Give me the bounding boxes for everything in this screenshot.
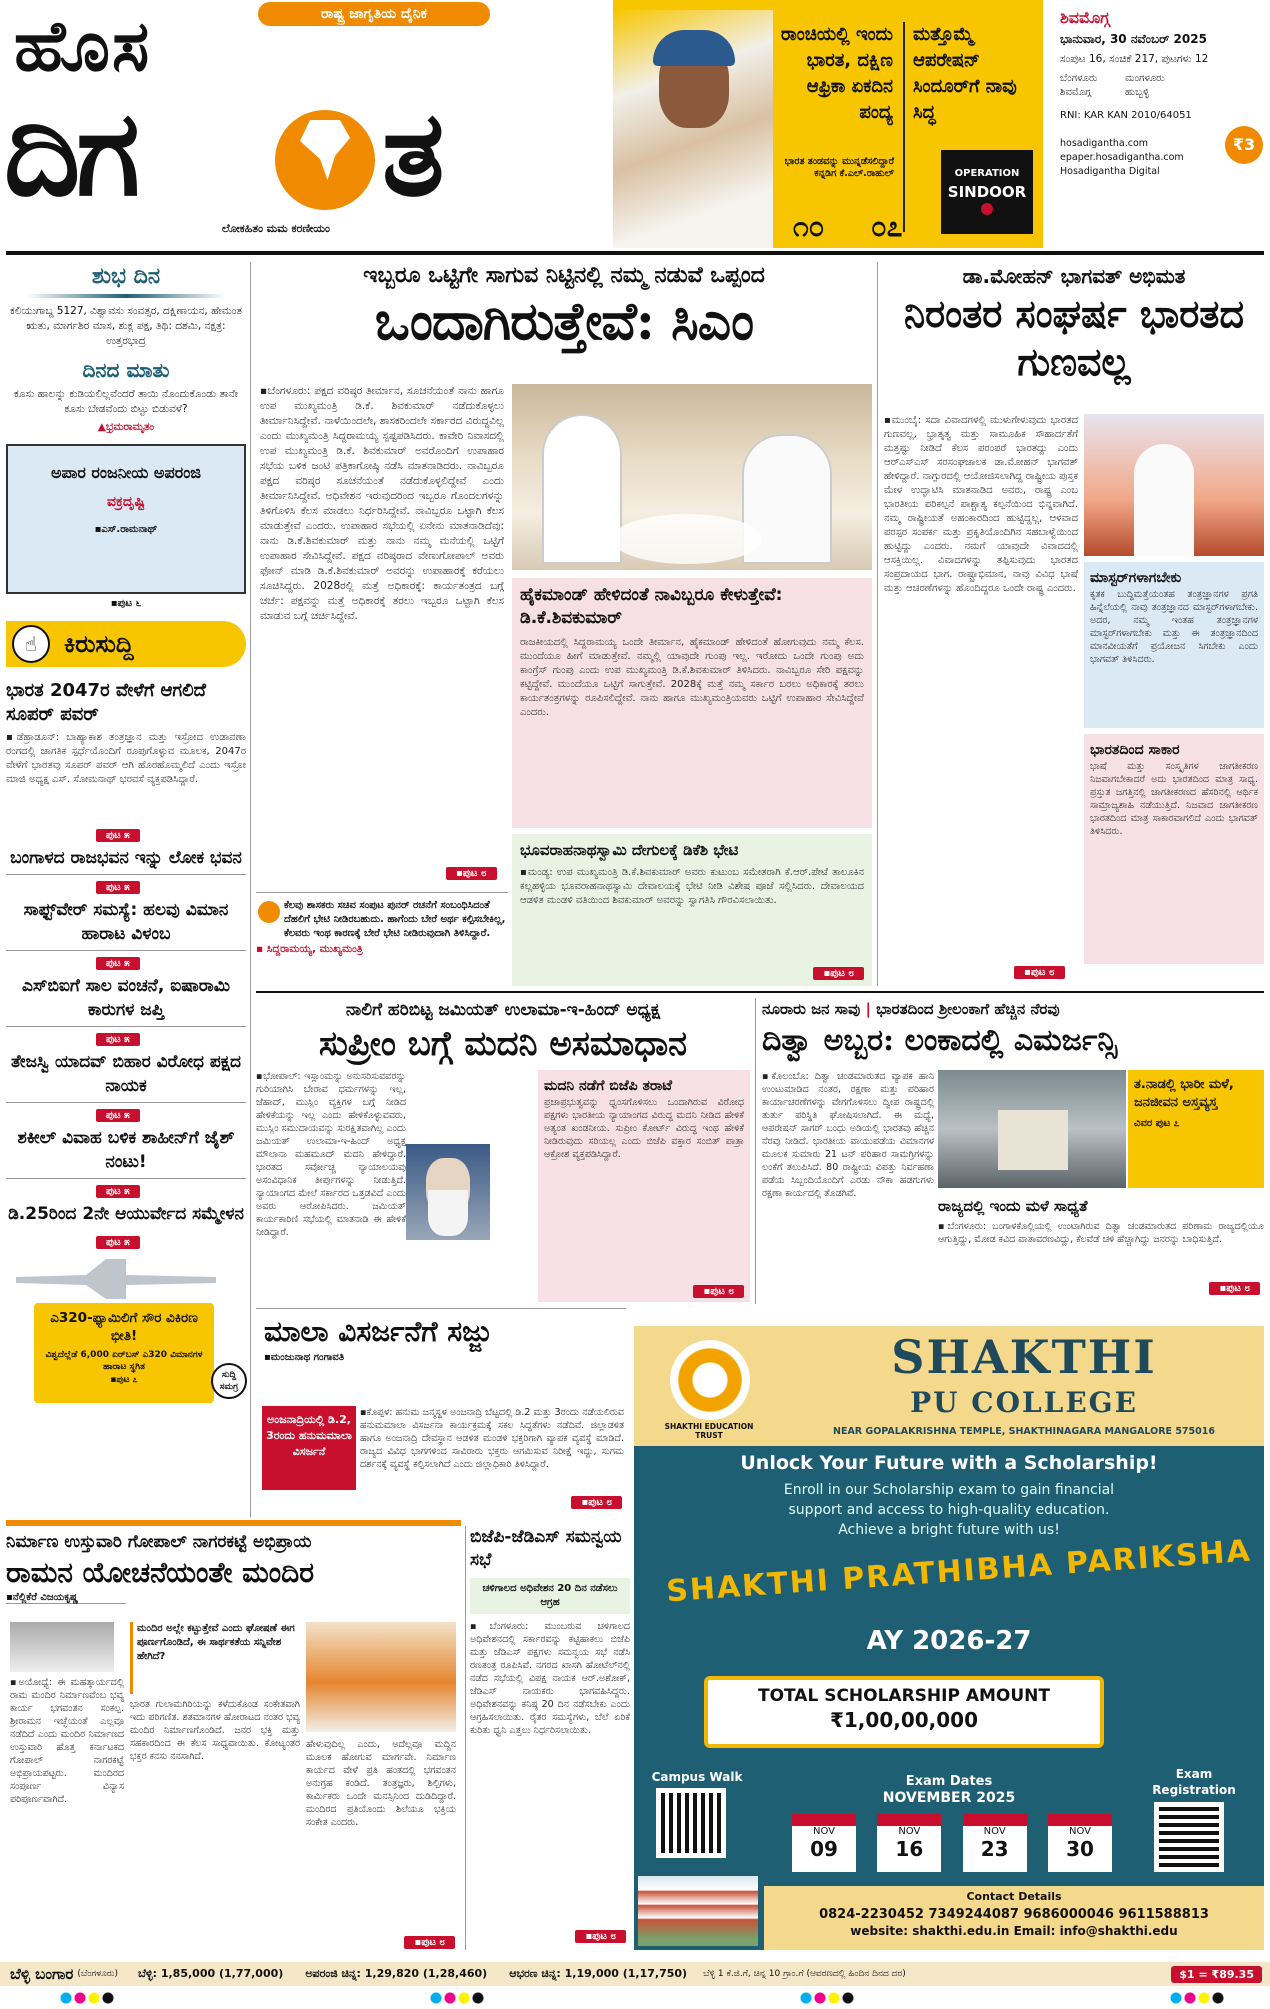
page-tag: ಪುಟ ೫ xyxy=(96,1236,140,1249)
mala-text: ▪ಕೊಪ್ಪಳ: ಹನುಮ ಜನ್ಮಸ್ಥಳ ಅಂಜನಾದ್ರಿ ಬೆಟ್ಟದಲ್ಲಿ ಡಿ.2 ಮತ್ತು 3ರಂದು ನಡೆಯಲಿರುವ ಹನುಮಮಾಲಾ ವಿಸರ್ಜನಾ ಕಾರ್ಯಕ್ರಮಕ್ಕೆ ಸಕಲ ಸಿದ್ಧತೆಗಳು ನಡೆದಿವೆ. ಜಿಲ್ಲಾಡಳಿತ ಹಾಗೂ ಅಂಜನಾದ್ರಿ ದೇವಸ್ಥಾನ ಆಡಳಿತ ಮಂಡಳಿ ಭಕ್ತರಿಗಾಗಿ ವ್ಯಾಪಕ ವ್ಯವಸ್ಥೆ ಮಾಡಿದೆ. ರಾಜ್ಯದ ವಿವಿಧ ಭಾಗಗಳಿಂದ ಸಾವಿರಾರು ಭಕ್ತರು ಆಗಮಿಸುವ ನಿರೀಕ್ಷೆ ಇದ್ದು, ಸುಗಮ ದರ್ಶನಕ್ಕೆ ವ್ಯವಸ್ಥೆ ಕಲ್ಪಿಸಲಾಗಿದೆ ಎಂದು ಜಿಲ್ಲಾಧಿಕಾರಿ ತಿಳಿಸಿದ್ದಾರೆ. xyxy=(360,1407,624,1470)
brief-1-title: ಭಾರತ 2047ರ ವೇಳೆಗೆ ಆಗಲಿದೆ ಸೂಪರ್ ಪವರ್ xyxy=(6,680,206,725)
masthead-tagline: ರಾಷ್ಟ್ರ ಜಾಗೃತಿಯ ದೈನಿಕ xyxy=(258,2,490,26)
ram-kicker: ನಿರ್ಮಾಣ ಉಸ್ತುವಾರಿ ಗೋಪಾಲ್ ನಾಗರಕಟ್ಟೆ ಅಭಿಪ್ರಾಯ xyxy=(6,1532,312,1552)
subha-dina-title: ಶುಭ ದಿನ xyxy=(91,264,161,289)
kiru-suddi-header xyxy=(6,621,246,667)
mid-rule xyxy=(256,991,1264,993)
tn-rain-title: ತ.ನಾಡಲ್ಲಿ ಭಾರೀ ಮಳೆ, ಜನಜೀವನ ಅಸ್ತವ್ಯಸ್ತ xyxy=(1134,1077,1234,1110)
brief-item: ಶಕೀಲ್ ವಿವಾಹ ಬಳಿಕ ಶಾಹೀನ್‌ಗೆ ಜೈಶ್ ನಂಟು! xyxy=(6,1126,246,1179)
footer-rates xyxy=(0,1962,1270,1986)
page-tag: ಪುಟ ೫ xyxy=(96,957,140,970)
madani-box xyxy=(538,1070,750,1302)
rates-label: ಬೆಳ್ಳಿ ಬಂಗಾರ xyxy=(10,1965,74,1983)
ad-trust: SHAKTHI EDUCATION TRUST xyxy=(664,1422,754,1440)
rss-box-1-title: ಮಾಸ್ಟರ್‌ಗಳಾಗಬೇಕು xyxy=(1090,570,1182,586)
date-month: NOV xyxy=(812,1826,836,1837)
bjp-badge: ಚಳಿಗಾಲದ ಅಧಿವೇಶನ 20 ದಿನ ನಡೆಸಲು ಆಗ್ರಹ xyxy=(470,1578,630,1614)
srilanka-kicker xyxy=(762,998,1264,1020)
col-rule-3 xyxy=(755,998,756,1304)
lead-page-tag: ▪ಪುಟ ೮ xyxy=(446,867,497,880)
plane-title: ಎ320-ಫ್ಯಾಮಿಲಿಗೆ ಸೌರ ವಿಕಿರಣ ಭೀತಿ! xyxy=(50,1310,198,1344)
madani-page-tag: ▪ಪುಟ ೮ xyxy=(693,1285,744,1298)
temple-box xyxy=(512,834,872,986)
srilanka-headline: ದಿತ್ವಾ ಅಬ್ಬರ: ಲಂಕಾದಲ್ಲಿ ಎಮರ್ಜನ್ಸಿ xyxy=(762,1023,1117,1058)
rss-photo xyxy=(1084,414,1264,556)
ad-exam-name: SHAKTHI PRATHIBHA PARIKSHA xyxy=(665,1533,1253,1610)
lead-photo xyxy=(512,384,872,570)
subha-dina-text: ಕಲಿಯುಗಾಬ್ದ 5127, ವಿಶ್ವಾವಸು ಸಂವತ್ಸರ, ದಕ್ಷಿಣಾಯನ, ಹೇಮಂತ ಋತು, ಮಾರ್ಗಶಿರ ಮಾಸ, ಶುಕ್ಲ ಪಕ್ಷ, ತಿಥಿ: ದಶಮಿ, ನಕ್ಷತ್ರ: ಉತ್ತರಭಾದ್ರ xyxy=(10,305,242,347)
operation-sindoor-badge xyxy=(941,150,1033,234)
edition-issue: ಸಂಪುಟ 16, ಸಂಚಿಕೆ 217, ಪುಟಗಳು 12 xyxy=(1060,53,1209,65)
ad-address: NEAR GOPALAKRISHNA TEMPLE, SHAKTHINAGARA MANGALORE 575016 xyxy=(833,1426,1215,1437)
plane-icon xyxy=(16,1259,216,1299)
quote-icon xyxy=(258,901,280,923)
srilanka-story xyxy=(762,998,1264,1304)
side-title: ಹೈಕಮಾಂಡ್ ಹೇಳಿದಂತೆ ನಾವಿಬ್ಬರೂ ಕೇಳುತ್ತೇವೆ: ಡಿ.ಕೆ.ಶಿವಕುಮಾರ್ xyxy=(520,585,783,628)
date-day: 09 xyxy=(810,1837,838,1861)
ad-tagline: Unlock Your Future with a Scholarship! xyxy=(740,1452,1158,1474)
madani-photo xyxy=(406,1144,490,1240)
masthead-motto: ಲೋಕಹಿತಂ ಮಮ ಕರಣೀಯಂ xyxy=(222,222,330,235)
left-col-rule xyxy=(250,262,251,1517)
contact-phones[interactable]: 0824-2230452 7349244087 9686000046 9611588813 xyxy=(819,1907,1209,1922)
madani-story xyxy=(256,998,750,1304)
sun-logo xyxy=(670,1340,750,1420)
gold22-rate: ಆಭರಣ ಚಿನ್ನ: 1,19,000 (1,17,750) xyxy=(509,1967,688,1980)
edition-item[interactable]: ಶಿವಮೊಗ್ಗ xyxy=(1060,87,1092,98)
sindoor-dot-icon xyxy=(981,203,993,215)
quote-by: ▪ ಸಿದ್ದರಾಮಯ್ಯ, ಮುಖ್ಯಮಂತ್ರಿ xyxy=(256,943,363,955)
contact-box xyxy=(764,1886,1264,1950)
rss-story xyxy=(884,262,1264,986)
silver-rate: ಬೆಳ್ಳಿ: 1,85,000 (1,77,000) xyxy=(137,1967,284,1980)
ram-story xyxy=(6,1520,461,1950)
reg-qr-icon[interactable] xyxy=(1154,1802,1224,1872)
date-month: NOV xyxy=(983,1826,1006,1837)
table xyxy=(612,514,762,564)
edition-date: ಭಾನುವಾರ, 30 ನವೆಂಬರ್ 2025 xyxy=(1060,32,1207,46)
ad-desc-3: Achieve a bright future with us! xyxy=(838,1522,1060,1538)
rss-kicker: ಡಾ.ಮೋಹನ್ ಭಾಗವತ್ ಅಭಿಮತ xyxy=(962,264,1186,288)
promo-page-1: ೧೦ xyxy=(793,210,825,243)
cartoon-text: ಅಪಾರ ರಂಜನೀಯ ಅಪರಂಜಿ xyxy=(50,463,202,482)
lead-side-box xyxy=(512,578,872,828)
col-rule-2 xyxy=(877,262,878,986)
promo-headline-2: ಮತ್ತೊಮ್ಮೆ ಆಪರೇಷನ್ ಸಿಂದೂರ್‌ಗೆ ನಾವು ಸಿದ್ಧ xyxy=(913,24,1017,123)
usd-rate: $1 = ₹89.35 xyxy=(1171,1966,1262,1983)
date-card xyxy=(877,1814,941,1872)
mala-byline: ▪ಮಂಜುನಾಥ ಗಂಗಾವತಿ xyxy=(264,1352,345,1363)
quote-text: ಕೆಲವು ಶಾಸಕರು ಸಚಿವ ಸಂಪುಟ ಪುನರ್ ರಚನೆಗೆ ಸಂಬಂಧಿಸಿದಂತೆ ದೆಹಲಿಗೆ ಭೇಟಿ ನೀಡಿರಬಹುದು. ಹಾಗೆಂದು ಬೇರೆ ಅರ್ಥ ಕಲ್ಪಿಸಬೇಕಿಲ್ಲ, ಕೆಲವರು ಇಂಥ ಕಾರಣಕ್ಕೆ ಬೇರೆ ಭೇಟಿ ನೀಡಿರುವುದಾಗಿ ತಿಳಿಸಿದ್ದಾರೆ. xyxy=(284,900,506,939)
brief-item: ತೇಜಸ್ವಿ ಯಾದವ್ ಬಿಹಾರ ವಿರೋಧ ಪಕ್ಷದ ನಾಯಕ xyxy=(6,1050,246,1103)
kiru-suddi-title: ಕಿರುಸುದ್ದಿ xyxy=(64,630,134,658)
rss-box-2 xyxy=(1084,734,1264,964)
madani-kicker: ನಾಲಿಗೆ ಹರಿಬಿಟ್ಟ ಜಮಿಯತ್ ಉಲಾಮಾ-ಇ-ಹಿಂದ್ ಅಧ್ಯಕ್ಷ xyxy=(345,1000,661,1020)
page-tag: ಪುಟ ೫ xyxy=(96,881,140,894)
college-building xyxy=(638,1876,758,1946)
mala-story xyxy=(256,1312,626,1518)
campus-qr-icon[interactable] xyxy=(656,1788,726,1858)
brief-item: ಡಿ.25ರಿಂದ 2ನೇ ಆಯುರ್ವೇದ ಸಮ್ಮೇಳನ xyxy=(8,1204,244,1224)
bjp-text: ▪ಬೆಂಗಳೂರು: ಮುಂಬರುವ ಚಳಿಗಾಲದ ಅಧಿವೇಶನದಲ್ಲಿ ಸರ್ಕಾರವನ್ನು ಕಟ್ಟಿಹಾಕಲು ಬಿಜೆಪಿ ಮತ್ತು ಜೆಡಿಎಸ್ ಪಕ್ಷಗಳು ಸಮನ್ವಯ ಸಭೆ ನಡೆಸಿ ರಣತಂತ್ರ ರೂಪಿಸಿವೆ. ನಗರದ ಖಾಸಗಿ ಹೋಟೆಲ್‌ನಲ್ಲಿ ನಡೆದ ಸಭೆಯಲ್ಲಿ ವಿಪಕ್ಷ ನಾಯಕ ಆರ್.ಅಶೋಕ್, ಜೆಡಿಎಸ್ ನಾಯಕರು ಭಾಗವಹಿಸಿದ್ದರು. ಅಧಿವೇಶನವನ್ನು ಕನಿಷ್ಠ 20 ದಿನ ನಡೆಸಬೇಕು ಎಂದು ಆಗ್ರಹಿಸಲಾಯಿತು. ರೈತರ ಸಮಸ್ಯೆಗಳು, ಬೆಲೆ ಏರಿಕೆ ಕುರಿತು ಧ್ವನಿ ಎತ್ತಲು ನಿರ್ಧರಿಸಲಾಯಿತು. xyxy=(470,1621,630,1736)
cartoon-author: ▪ಎಸ್.ರಾಮನಾಥ್ xyxy=(94,524,158,535)
dinada-matu-title: ದಿನದ ಮಾತು xyxy=(82,358,170,382)
ram-qbox: ಮಂದಿರ ಅಲ್ಲೇ ಕಟ್ಟುತ್ತೇವೆ ಎಂದು ಘೋಷಣೆ ಈಗ ಪೂರ್ಣಗೊಂಡಿದೆ, ಈ ಸಾರ್ಥಕತೆಯ ಸನ್ನಿವೇಶ ಹೇಗಿದೆ? xyxy=(130,1622,300,1694)
promo-headline-1: ರಾಂಚಿಯಲ್ಲಿ ಇಂದು ಭಾರತ, ದಕ್ಷಿಣ ಆಫ್ರಿಕಾ ಏಕದಿನ ಪಂದ್ಯ xyxy=(780,24,893,123)
price-badge: ₹3 xyxy=(1225,126,1263,164)
srilanka-kicker-2: ಭಾರತದಿಂದ ಶ್ರೀಲಂಕಾಗೆ ಹೆಚ್ಚಿನ ನೆರವು xyxy=(876,1000,1060,1018)
brief-1-text: ▪ಡೆಹ್ರಾಡೂನ್: ಬಾಹ್ಯಾಕಾಶ ತಂತ್ರಜ್ಞಾನ ಮತ್ತು ಇಸ್ರೋದ ಉಡಾವಣಾ ರಂಗದಲ್ಲಿ ಜಾಗತಿಕ ಸ್ಪರ್ಧೆಯೊಂದಿಗೆ ರೂಪುಗೊಳ್ಳುವ ಮೂಲಕ, 2047ರ ವೇಳೆಗೆ ಭಾರತವು ಸೂಪರ್ ಪವರ್ ಆಗಿ ಹೊರಹೊಮ್ಮಲಿದೆ ಎಂದು ಇಸ್ರೋ ಮಾಜಿ ಅಧ್ಯಕ್ಷ ಎಸ್. ಸೋಮನಾಥ್ ಭರವಸೆ ವ್ಯಕ್ತಪಡಿಸಿದ್ದಾರೆ. xyxy=(6,732,246,785)
brief-list xyxy=(6,823,246,1249)
ram-text-1: ▪ಅಯೋಧ್ಯೆ: ಈ ಮಹತ್ಕಾರ್ಯದಲ್ಲಿ ರಾಮ ಮಂದಿರ ನಿರ್ಮಾಣವೆಂಬ ಭವ್ಯ ಕಾರ್ಯ ಭಗವಂತನ ಸಂಕಲ್ಪ. ಶ್ರೀರಾಮನ ಇಚ್ಛೆಯಂತೆ ಎಲ್ಲವೂ ನಡೆದಿದೆ ಎಂದು ಮಂದಿರ ನಿರ್ಮಾಣದ ಉಸ್ತುವಾರಿ ಹೊತ್ತ ಕರ್ನಾಟಕದ ಗೋಪಾಲ್ ನಾಗರಕಟ್ಟೆ ಅಭಿಪ್ರಾಯಪಟ್ಟರು. ಮಂದಿರದ ಸಂಪೂರ್ಣ ವಿನ್ಯಾಸ ಪರಿಪೂರ್ಣವಾಗಿದೆ. xyxy=(10,1677,124,1805)
srilanka-page-tag: ▪ಪುಟ ೮ xyxy=(1209,1282,1260,1295)
top-promo xyxy=(613,0,1043,248)
edition-item[interactable]: ಹುಬ್ಬಳ್ಳಿ xyxy=(1125,87,1150,98)
rates-note: ಬೆಳ್ಳಿ 1 ಕೆ.ಜಿ.ಗೆ, ಚಿನ್ನ 10 ಗ್ರಾಂ.ಗೆ (ಆವರಣದಲ್ಲಿ ಹಿಂದಿನ ದಿನದ ದರ) xyxy=(703,1969,906,1979)
tn-rain-box xyxy=(1128,1070,1264,1188)
mala-page-tag: ▪ಪುಟ ೮ xyxy=(571,1496,622,1509)
mala-badge: ಅಂಜನಾದ್ರಿಯಲ್ಲಿ ಡಿ.2, 3ರಂದು ಹನುಮಮಾಲಾ ವಿಸರ್ಜನೆ xyxy=(262,1406,356,1490)
hand-icon: ☝ xyxy=(12,625,50,663)
temple-title: ಭೂವರಾಹನಾಥಸ್ವಾಮಿ ದೇಗುಲಕ್ಕೆ ಡಿಕೆಶಿ ಭೇಟಿ xyxy=(520,841,739,859)
edition-info xyxy=(1060,8,1265,179)
lead-story xyxy=(256,262,872,986)
promo-page-2: ೦೭ xyxy=(871,210,903,243)
rss-page-tag: ▪ಪುಟ ೮ xyxy=(1014,966,1065,979)
srilanka-kicker-1: ನೂರಾರು ಜನ ಸಾವು xyxy=(762,1000,861,1018)
date-card xyxy=(1048,1814,1112,1872)
page-tag: ಪುಟ ೫ xyxy=(96,1185,140,1198)
temple-page-tag: ▪ಪುಟ ೮ xyxy=(813,967,864,980)
madani-beard xyxy=(428,1190,468,1236)
madani-headline: ಸುಪ್ರೀಂ ಬಗ್ಗೆ ಮದನಿ ಅಸಮಾಧಾನ xyxy=(318,1024,688,1064)
srilanka-photo xyxy=(938,1070,1126,1188)
cartoon-box xyxy=(6,444,246,594)
rss-box-1 xyxy=(1084,562,1264,728)
masthead-name-top: ಹೊಸ xyxy=(14,4,152,87)
madani-box-text: ಪ್ರಜಾಪ್ರಭುತ್ವವನ್ನು ಧ್ವಂಸಗೊಳಿಸಲು ಒಂದಾಗಿರುವ ವಿರೋಧ ಪಕ್ಷಗಳು ಭಾರತೀಯ ನ್ಯಾಯಾಂಗದ ವಿರುದ್ಧ ಮದನಿ ನೀಡಿದ ಹೇಳಿಕೆ ಅತ್ಯಂತ ಖಂಡನೀಯ. ಸುಪ್ರೀಂ ಕೋರ್ಟ್ ವಿರುದ್ಧ ಇಂಥ ಹೇಳಿಕೆ ನೀಡಿರುವುದು ಸರಿಯಲ್ಲ ಎಂದು ಬಿಜೆಪಿ ವಕ್ತಾರ ಸಂಬಿತ್ ಪಾತ್ರಾ ಆಕ್ರೋಶ ವ್ಯಕ್ತಪಡಿಸಿದ್ದಾರೆ. xyxy=(544,1097,744,1160)
edition-item[interactable]: ಮಂಗಳೂರು xyxy=(1125,73,1165,84)
date-card xyxy=(963,1814,1027,1872)
badge-line-2: SINDOOR xyxy=(947,183,1027,201)
page-tag: ಪುಟ ೫ xyxy=(96,829,140,842)
shakthi-ad xyxy=(634,1326,1264,1950)
rain-title: ರಾಜ್ಯದಲ್ಲಿ ಇಂದು ಮಳೆ ಸಾಧ್ಯತೆ xyxy=(938,1197,1088,1215)
brief-item: ಎಸ್‌ಬಿಐಗೆ ಸಾಲ ವಂಚನೆ, ಐಷಾರಾಮಿ ಕಾರುಗಳ ಜಪ್ತಿ xyxy=(6,974,246,1027)
edition-list xyxy=(1060,72,1190,100)
web-link[interactable]: hosadigantha.com xyxy=(1060,138,1149,149)
contact-web[interactable]: website: shakthi.edu.in Email: info@shakthi.edu xyxy=(850,1924,1178,1938)
date-card xyxy=(792,1814,856,1872)
cmyk-dots xyxy=(60,1992,120,2004)
edition-item[interactable]: ಬೆಂಗಳೂರು xyxy=(1060,73,1098,84)
ram-byline: ▪ನೆಲ್ಲಿಕೆರೆ ವಿಜಯಕೃಷ್ಣ xyxy=(6,1592,126,1604)
dinada-matu-text: ಕೂಸು ಹಾಲನ್ನು ಕುಡಿಯಲಿಲ್ಲವೆಂದರೆ ತಾಯಿ ನೊಂದುಕೊಂಡು ತಾನೇ ಕೂಸು ಬೇಡವೆಂದು ಬಿಟ್ಟು ಬಿಡುವಳೆ? xyxy=(14,388,238,415)
speaker xyxy=(1134,444,1194,556)
person-1 xyxy=(542,414,622,564)
web-link[interactable]: Hosadigantha Digital xyxy=(1060,166,1160,177)
temple-text: ▪ಮಂಡ್ಯ: ಉಪ ಮುಖ್ಯಮಂತ್ರಿ ಡಿ.ಕೆ.ಶಿವಕುಮಾರ್ ಅವರು ಕುಟುಂಬ ಸಮೇತರಾಗಿ ಕೆ.ಆರ್.ಪೇಟೆ ತಾಲೂಕಿನ ಕಲ್ಲಹಳ್ಳಿಯ ಭೂವರಾಹನಾಥಸ್ವಾಮಿ ದೇವಾಲಯಕ್ಕೆ ಭೇಟಿ ನೀಡಿ ವಿಶೇಷ ಪೂಜೆ ಸಲ್ಲಿಸಿದರು. ದೇವಾಲಯದ ಆಡಳಿತ ಮಂಡಳಿ ವತಿಯಿಂದ ಶಿವಕುಮಾರ್ ಅವರನ್ನು ಸ್ವಾಗತಿಸಿ ಗೌರವಿಸಲಾಯಿತು. xyxy=(520,867,864,906)
rss-box-2-title: ಭಾರತದಿಂದ ಸಾಕಾರ xyxy=(1090,742,1180,758)
madani-text: ▪ಭೋಪಾಲ್: ಇಸ್ಲಾಂಮನ್ನು ಅನುಸರಿಸುವವರನ್ನು ಗುರಿಯಾಗಿಸಿ ಬೇರಾವ ಧರ್ಮಗಳನ್ನು ಇಲ್ಲ, ಜೆಹಾದ್, ಮುಸ್ಲಿಂ ವ್ಯಕ್ತಿಗಳ ಬಗ್ಗೆ ನೀಡಿದ ಹೇಳಿಕೆಯನ್ನು ಇಲ್ಲ ಎಂದು ಹೇಳಿಕೊಳ್ಳುವವರು, ಮುಸ್ಲಿಂ ಸಮುದಾಯವನ್ನು ಸುರಕ್ಷಿತವಾಗಿಲ್ಲ ಎಂದು ಜಮಿಯತ್ ಉಲಾಮಾ-ಇ-ಹಿಂದ್ ಅಧ್ಯಕ್ಷ ಮೌಲಾನಾ ಮಹಮೂದ್ ಮದನಿ ಹೇಳಿದ್ದಾರೆ. ಭಾರತದ ಸರ್ವೋಚ್ಚ ನ್ಯಾಯಾಲಯವು ಅಸಂವಿಧಾನಿಕ ತೀರ್ಪುಗಳನ್ನು ನೀಡುತ್ತಿದೆ. ನ್ಯಾಯಾಂಗದ ಮೇಲೆ ಸರ್ಕಾರದ ಒತ್ತಡವಿದೆ ಎಂದು ಅವರು ಆರೋಪಿಸಿದರು. ಜಮಿಯತ್ ಕಾರ್ಯಕಾರಿಣಿ ಸಭೆಯಲ್ಲಿ ಮಾತನಾಡಿ ಈ ಹೇಳಿಕೆ ನೀಡಿದ್ದಾರೆ. xyxy=(256,1071,406,1238)
cmyk-dots xyxy=(800,1992,860,2004)
exam-dates xyxy=(792,1814,1112,1872)
lead-kicker: ಇಬ್ಬರೂ ಒಟ್ಟಿಗೇ ಸಾಗುವ ನಿಟ್ಟಿನಲ್ಲಿ ನಮ್ಮ ನಡುವೆ ಒಪ್ಪಂದ xyxy=(363,263,765,288)
brief-item: ಸಾಫ್ಟ್‌ವೇರ್ ಸಮಸ್ಯೆ: ಹಲವು ವಿಮಾನ ಹಾರಾಟ ವಿಳಂಬ xyxy=(6,898,246,951)
cmyk-dots xyxy=(430,1992,490,2004)
lead-quote xyxy=(256,892,508,986)
ad-header xyxy=(634,1326,1264,1446)
brief-item: ಬಂಗಾಳದ ರಾಜಭವನ ಇನ್ನು ಲೋಕ ಭವನ xyxy=(6,846,246,875)
bjp-story xyxy=(470,1526,630,1950)
quote-source: ▲ಭ್ರಮರಾಮೃತಂ xyxy=(97,421,155,433)
col-rule-4 xyxy=(465,1526,466,1950)
date-month: NOV xyxy=(898,1826,921,1837)
cmyk-dots xyxy=(1170,1992,1230,2004)
ad-desc-2: support and access to high-quality education. xyxy=(788,1502,1110,1518)
promo-caption-1: ಭಾರತ ತಂಡವನ್ನು ಮುನ್ನಡೆಸಲಿದ್ದಾರೆ ಕನ್ನಡಿಗ ಕೆ.ಎಲ್.ರಾಹುಲ್ xyxy=(784,156,894,179)
bjp-headline: ಬಿಜೆಪಿ-ಜೆಡಿಎಸ್ ಸಮನ್ವಯ ಸಭೆ xyxy=(470,1527,622,1570)
badge-line-1: OPERATION xyxy=(954,168,1020,179)
amount-box xyxy=(704,1676,1104,1748)
dates-title: Exam Dates xyxy=(905,1774,993,1789)
ram-photo-2 xyxy=(306,1622,456,1732)
mala-headline: ಮಾಲಾ ವಿಸರ್ಜನೆಗೆ ಸಜ್ಜು xyxy=(264,1315,492,1348)
madani-box-title: ಮದನಿ ನಡೆಗೆ ಬಿಜೆಪಿ ತರಾಟೆ xyxy=(544,1078,673,1094)
date-month: NOV xyxy=(1068,1826,1091,1837)
campus-label: Campus Walk xyxy=(651,1770,743,1784)
ad-sub: PU COLLEGE xyxy=(910,1386,1138,1419)
masthead-name-bottom: ದಿಗ xyxy=(4,83,137,222)
rss-box-1-text: ಕೃತಕ ಬುದ್ಧಿಮತ್ತೆಯಂತಹ ತಂತ್ರಜ್ಞಾನಗಳ ಪ್ರಗತಿ ಹಿನ್ನೆಲೆಯಲ್ಲಿ ನಾವು ತಂತ್ರಜ್ಞಾನದ ಮಾಸ್ಟರ್‌ಗಳಾಗಬೇಕು. ಅದರ, ನಮ್ಮ ಇಂತಹ ತಂತ್ರಜ್ಞಾನಗಳ ಮಾಸ್ಟರ್‌ಗಳಾಗಬೇಕು ಮತ್ತು ಈ ತಂತ್ರಜ್ಞಾನದಿಂದ ಮಾನವೀಯತೆಗೆ ಪ್ರಯೋಜನ ಸಿಗಬೇಕು ಎಂದು ಭಾಗವತ್ ತಿಳಿಸಿದರು. xyxy=(1090,589,1258,665)
rss-headline: ನಿರಂತರ ಸಂಘರ್ಷ ಭಾರತದ ಗುಣವಲ್ಲ xyxy=(904,291,1244,384)
date-day: 23 xyxy=(980,1837,1009,1861)
amount-value: ₹1,00,00,000 xyxy=(829,1708,979,1732)
lead-text: ▪ಬೆಂಗಳೂರು: ಪಕ್ಷದ ವರಿಷ್ಠರ ತೀರ್ಮಾನ, ಸೂಚನೆಯಂತೆ ನಾನು ಹಾಗೂ ಉಪ ಮುಖ್ಯಮಂತ್ರಿ ಡಿ.ಕೆ. ಶಿವಕುಮಾರ್ ನಡೆದುಕೊಳ್ಳಲು ತೀರ್ಮಾನಿಸಿದ್ದೇವೆ. ನಾಳೆಯಿಂದಲೇ, ಶಾಸಕರಿಂದಲೇ ಸರ್ಕಾರದ ವಿರುದ್ಧವಿಲ್ಲ ಎಂದು ಮುಖ್ಯಮಂತ್ರಿ ಸಿದ್ದರಾಮಯ್ಯ ಸ್ಪಷ್ಟಪಡಿಸಿದರು. ಕಾವೇರಿ ನಿವಾಸದಲ್ಲಿ ಉಪ ಮುಖ್ಯಮಂತ್ರಿ ಡಿ.ಕೆ. ಶಿವಕುಮಾರ್ ಅವರೊಂದಿಗೆ ಉಪಾಹಾರ ಸಭೆಯ ಬಳಿಕ ಜಂಟಿ ಪತ್ರಿಕಾಗೋಷ್ಠಿ ನಡೆಸಿ ಮಾತನಾಡಿದರು. ನಾವಿಬ್ಬರೂ ಪಕ್ಷದ ವರಿಷ್ಠರ ಸೂಚನೆಯಂತೆ ನಡೆದುಕೊಳ್ಳಲಿದ್ದೇವೆ ಎಂದು ತೀರ್ಮಾನಿಸಿದ್ದೇವೆ. ಅಧಿವೇಶನ ಇರುವುದರಿಂದ ಇಬ್ಬರೂ ಗೊಂದಲಗಳನ್ನು ತಿಳಿಗೊಳಿಸಿ ಕೆಲಸ ಮಾಡಲು ನಿರ್ಧರಿಸಿದ್ದೇವೆ. ನಾವಿಬ್ಬರೂ ಒಟ್ಟಾಗಿ ಕೆಲಸ ಮಾಡುತ್ತೇವೆ ಎಂದರು. ಉಪಾಹಾರ ಸಭೆಯಲ್ಲಿ ಏನೇನು ಮಾತನಾಡಿದೆವು: ನಾನು ಡಿ.ಕೆ.ಶಿವಕುಮಾರ್ ಮತ್ತು ನಾನು ನಮ್ಮ ಮನೆಯಲ್ಲಿ ಒಟ್ಟಿಗೆ ಉಪಾಹಾರ ಸೇವಿಸಿದ್ದೇವೆ. ಪಕ್ಷದ ವರಿಷ್ಠರಾದ ವೇಣುಗೋಪಾಲ್ ಅವರು ಫೋನ್ ಮಾಡಿ ಡಿ.ಕೆ.ಶಿವಕುಮಾರ್ ಅವರನ್ನು ಉಪಾಹಾರಕ್ಕೆ ಕರೆಯಲು ಸೂಚಿಸಿದ್ದರು. 2028ರಲ್ಲಿ ಮತ್ತೆ ಅಧಿಕಾರಕ್ಕೆ: ಕಾರ್ಯತಂತ್ರದ ಬಗ್ಗೆ ಚರ್ಚೆ: ಪಕ್ಷವನ್ನು ಮತ್ತೆ ಅಧಿಕಾರಕ್ಕೆ ತರಲು ಇಬ್ಬರೂ ಒಟ್ಟಾಗಿ ಕೆಲಸ ಮಾಡುವ ಬಗ್ಗೆ ಚರ್ಚಿಸಿದ್ದೇವೆ. xyxy=(260,385,504,622)
rates-label-sub: (ಬೆಂಗಳೂರು) xyxy=(77,1969,118,1979)
dates-month: NOVEMBER 2025 xyxy=(882,1790,1016,1806)
masthead-rule xyxy=(6,251,1264,255)
ram-text-2: ಭಾರತ ಗುಲಾಮಗಿರಿಯನ್ನು ಕಳೆದುಕೊಂಡ ಸಂಕೇತವಾಗಿ ಇದು ಪರಿಗಣಿತ. ಶತಮಾನಗಳ ಹೋರಾಟದ ನಂತರ ಭವ್ಯ ಮಂದಿರ ನಿರ್ಮಾಣಗೊಂಡಿದೆ. ಜನರ ಭಕ್ತಿ ಮತ್ತು ಸಹಕಾರದಿಂದ ಈ ಕೆಲಸ ಸಾಧ್ಯವಾಯಿತು. ಕೋಟ್ಯಂತರ ಭಕ್ತರ ಕನಸು ನನಸಾಗಿದೆ. xyxy=(130,1699,300,1762)
contact-title: Contact Details xyxy=(966,1890,1062,1903)
masthead-name-end: ತ xyxy=(382,83,445,222)
tn-rain-page: ವಿವರ ಪುಟ ೭ xyxy=(1134,1118,1180,1129)
ram-headline: ರಾಮನ ಯೋಚನೆಯಂತೇ ಮಂದಿರ xyxy=(6,1556,315,1589)
ad-year: AY 2026-27 xyxy=(866,1626,1032,1656)
date-day: 30 xyxy=(1066,1837,1094,1861)
kicker-separator: | xyxy=(865,1000,877,1018)
bjp-page-tag: ▪ಪುಟ ೮ xyxy=(575,1930,626,1943)
side-text: ರಾಜಕೀಯದಲ್ಲಿ ಸಿದ್ದರಾಮಯ್ಯ ಒಂದೇ ತೀರ್ಮಾನ, ಹೈಕಮಾಂಡ್ ಹೇಳಿದಂತೆ ಹೋಗುವುದು ನಮ್ಮ ಕೆಲಸ. ಮುಂದೆಯೂ ಹೀಗೆ ಮಾಡುತ್ತೇವೆ. ನಮ್ಮಲ್ಲಿ ಯಾವುದೇ ಗುಂಪು ಇಲ್ಲ. ಇರೋದು ಒಂದೇ ಗುಂಪು ಅದು ಕಾಂಗ್ರೆಸ್ ಗುಂಪು ಎಂದು ಉಪ ಮುಖ್ಯಮಂತ್ರಿ ಡಿ.ಕೆ.ಶಿವಕುಮಾರ್ ತಿಳಿಸಿದರು. ನಾವಿಬ್ಬರೂ ಸೇರಿ ಪಕ್ಷವನ್ನು ಕಟ್ಟಿದ್ದೇವೆ. ಮುಂದೆಯೂ ಒಟ್ಟಿಗೆ ಸಾಗುತ್ತೇವೆ. 2028ಕ್ಕೆ ಮತ್ತೆ ನಮ್ಮ ಸರ್ಕಾರ ಬರಲು ಅಧಿಕಾರಕ್ಕೆ ತರಲು ಕಾರ್ಯತಂತ್ರಗಳನ್ನು ರೂಪಿಸಲಿದ್ದೇವೆ. ನಾನು ಹಾಗೂ ಮುಖ್ಯಮಂತ್ರಿಯವರು ಒಟ್ಟಿಗೆ ಉಪಾಹಾರ ಸೇವಿಸಿದ್ದೇವೆ ಎಂದರು. xyxy=(520,637,864,718)
lead-headline: ಒಂದಾಗಿರುತ್ತೇವೆ: ಸಿಎಂ xyxy=(374,291,754,352)
page-tag: ಪುಟ ೫ xyxy=(96,1033,140,1046)
plane-card xyxy=(34,1303,214,1403)
amount-label: TOTAL SCHOLARSHIP AMOUNT xyxy=(757,1686,1051,1706)
print-registration-marks xyxy=(0,1990,1270,2006)
srilanka-text: ▪ಕೊಲಂಬೊ: ದಿತ್ವಾ ಚಂಡಮಾರುತದ ವ್ಯಾಪಕ ಹಾನಿ ಉಂಟುಮಾಡಿದ ನಂತರ, ರಕ್ಷಣಾ ಮತ್ತು ಪರಿಹಾರ ಕಾರ್ಯಾಚರಣೆಗಳನ್ನು ವೇಗಗೊಳಿಸಲು ದ್ವೀಪ ರಾಷ್ಟ್ರದಲ್ಲಿ ತುರ್ತು ಪರಿಸ್ಥಿತಿ ಘೋಷಿಸಲಾಗಿದೆ. ಈ ಮಧ್ಯೆ, ಆಪರೇಷನ್ ಸಾಗರ್ ಬಂಧು ಅಡಿಯಲ್ಲಿ ಭಾರತವು ಹೆಚ್ಚಿನ ನೆರವು ನೀಡಿದೆ. ಭಾರತೀಯ ವಾಯುಪಡೆಯ ವಿಮಾನಗಳ ಮೂಲಕ ಸುಮಾರು 21 ಟನ್ ಪರಿಹಾರ ಸಾಮಗ್ರಿಗಳನ್ನು ಲಂಕೆಗೆ ತಲುಪಿಸಿದೆ. 80 ರಾಷ್ಟ್ರೀಯ ವಿಪತ್ತು ನಿರ್ವಹಣಾ ಪಡೆಯ ಸಿಬ್ಬಂದಿಯೊಂದಿಗೆ ಎರಡು ನೌಕಾ ಹಡಗುಗಳು ರಕ್ಷಣಾ ಕಾರ್ಯದಲ್ಲಿ ತೊಡಗಿವೆ. xyxy=(762,1071,934,1199)
ad-desc-1: Enroll in our Scholarship exam to gain financial xyxy=(783,1482,1115,1498)
mid-rule-2 xyxy=(256,1308,626,1309)
plane-page: ▪ಪುಟ ೭ xyxy=(110,1375,138,1385)
masthead xyxy=(0,0,1270,250)
gold24-rate: ಅಪರಂಜಿ ಚಿನ್ನ: 1,29,820 (1,28,460) xyxy=(305,1967,488,1980)
ad-desc xyxy=(634,1480,1264,1540)
ram-page-tag: ▪ಪುಟ ೮ xyxy=(404,1936,455,1949)
cartoon-page: ▪ಪುಟ ೬ xyxy=(110,598,142,609)
cartoon-label: ವಕ್ರದೃಷ್ಟಿ xyxy=(107,494,145,510)
ad-name: SHAKTHI xyxy=(891,1330,1157,1384)
reg-label: Exam Registration xyxy=(1152,1767,1236,1797)
ram-text-3: ಹೇಳುವುದಿಲ್ಲ ಎಂದು, ಅದೆಲ್ಲವೂ ಮದ್ದಿನ ಮೂಲಕ ಹೋಗುವ ಮಾರ್ಗವೇ. ನಿರ್ಮಾಣ ಕಾರ್ಯದ ವೇಳೆ ಪ್ರತಿ ಹಂತದಲ್ಲಿ ಭಗವಂತನ ಅನುಗ್ರಹ ಕಂಡಿದೆ. ತಂತ್ರಜ್ಞರು, ಶಿಲ್ಪಿಗಳು, ಕಾರ್ಮಿಕರು ಒಂದೇ ಮನಸ್ಸಿನಿಂದ ದುಡಿದಿದ್ದಾರೆ. ಮಂದಿರದ ಪ್ರತಿಯೊಂದು ಶಿಲೆಯೂ ಭಕ್ತಿಯ ಸಂಕೇತ ಎಂದರು. xyxy=(306,1739,456,1828)
date-day: 16 xyxy=(895,1837,924,1861)
page-tag: ಪುಟ ೫ xyxy=(96,1109,140,1122)
web-link[interactable]: epaper.hosadigantha.com xyxy=(1060,152,1184,163)
rss-box-2-text: ಭಾಷೆ ಮತ್ತು ಸಂಸ್ಕೃತಿಗಳ ಜಾಗತೀಕರಣ ನಿಜವಾಗಬೇಕಾದರೆ ಅದು ಭಾರತದಿಂದ ಮಾತ್ರ ಸಾಧ್ಯ. ಪ್ರಸ್ತುತ ಜಗತ್ತಿನಲ್ಲಿ ಜಾಗತೀಕರಣದ ಹೆಸರಿನಲ್ಲಿ ಆರ್ಥಿಕ ಸಾಮ್ರಾಜ್ಯಶಾಹಿ ನಡೆಯುತ್ತಿದೆ. ನಿಜವಾದ ಜಾಗತೀಕರಣ ಭಾರತದಿಂದ ಮಾತ್ರ ಸಾಕಾರವಾಗಲಿದೆ ಎಂದು ಭಾಗವತ್ ತಿಳಿಸಿದರು. xyxy=(1090,761,1258,837)
plane-box xyxy=(6,1255,246,1405)
suddi-samagra-badge: ಸುದ್ದಿ ಸಮಗ್ರ xyxy=(211,1363,247,1399)
rni-number: RNI: KAR KAN 2010/64051 xyxy=(1060,110,1192,121)
ornament-divider xyxy=(26,294,226,298)
ram-photo-1 xyxy=(10,1622,114,1672)
plane-text: ವಿಶ್ವದೆಲ್ಲೆಡೆ 6,000 ಏರ್‌ಬಸ್ ಎ320 ವಿಮಾನಗಳ ಹಾರಾಟ ಸ್ಥಗಿತ xyxy=(45,1350,203,1372)
rain-text: ▪ಬೆಂಗಳೂರು: ಬಂಗಾಳಕೊಲ್ಲಿಯಲ್ಲಿ ಉಂಟಾಗಿರುವ ದಿತ್ವಾ ಚಂಡಮಾರುತದ ಪರಿಣಾಮ ರಾಜ್ಯದಲ್ಲಿಯೂ ಆಗುತ್ತಿದ್ದು, ಮೋಡ ಕವಿದ ವಾತಾವರಣವಿದ್ದು, ಕೆಲವೆಡೆ ಚಳಿ ಹೆಚ್ಚಾಗಿದ್ದು ಜನರನ್ನು ಬಾಧಿಸುತ್ತಿದೆ. xyxy=(938,1221,1264,1245)
edition-city: ಶಿವಮೊಗ್ಗ xyxy=(1060,8,1110,27)
cargo-pallet xyxy=(998,1110,1068,1170)
rss-text: ▪ಮುಂಬೈ: ಸದಾ ವಿವಾದಗಳಲ್ಲಿ ಮುಳುಗೇಳುವುದು ಭಾರತದ ಗುಣವಲ್ಲ, ಭ್ರಾತೃತ್ವ ಮತ್ತು ಸಾಮೂಹಿಕ ಸೌಹಾರ್ದತೆಗೆ ಮತ್ತಷ್ಟು ನೀಡಿದೆ ಕೆಲಸ ಪರಂಪರೆ ಭಾರತದ್ದು ಎಂದು ಆರ್‌ಎಸ್‌ಎಸ್ ಸರಸಂಘಚಾಲಕ ಡಾ.ಮೋಹನ್ ಭಾಗವತ್ ಹೇಳಿದ್ದಾರೆ. ನಾಗ್ಪುರದಲ್ಲಿ ಆಯೋಜಿಸಲಾಗಿದ್ದ ರಾಷ್ಟ್ರೀಯ ಪುಸ್ತಕ ಮೇಳ ಉದ್ಘಾಟಿಸಿ ಮಾತನಾಡಿದ ಅವರು, ರಾಷ್ಟ್ರ ಎಂಬ ಭಾರತೀಯ ಪರಿಕಲ್ಪನೆ ಪಾಶ್ಚಾತ್ಯ ಕಲ್ಪನೆಯಿಂದ ಭಿನ್ನವಾಗಿದೆ. ನಮ್ಮ ರಾಷ್ಟ್ರೀಯತೆ ಅಹಂಕಾರದಿಂದ ಹುಟ್ಟಿದ್ದಲ್ಲ, ಆಳವಾದ ಪರಸ್ಪರ ಸಂಪರ್ಕ ಮತ್ತು ಪ್ರಕೃತಿಯೊಂದಿಗಿನ ಸಹಬಾಳ್ವೆಯಿಂದ ಹುಟ್ಟಿದ್ದು ಎಂದರು. ನಮಗೆ ಯಾವುದೇ ವಿವಾದದಲ್ಲಿ ಆಸಕ್ತಿಯಿಲ್ಲ. ವಿವಾದಗಳನ್ನು ತಪ್ಪಿಸುವುದು ಭಾರತದ ಸಂಪ್ರದಾಯದ ಭಾಗ. ರಾಷ್ಟ್ರಾಭಿಮಾನ, ನಾವು ವಿವಿಧ ಭಾಷೆ ಮತ್ತು ಆಚರಣೆಗಳನ್ನು ಹೊಂದಿದ್ದರೂ ಒಂದೇ ರಾಷ್ಟ್ರ ಎಂದರು. xyxy=(884,415,1078,594)
